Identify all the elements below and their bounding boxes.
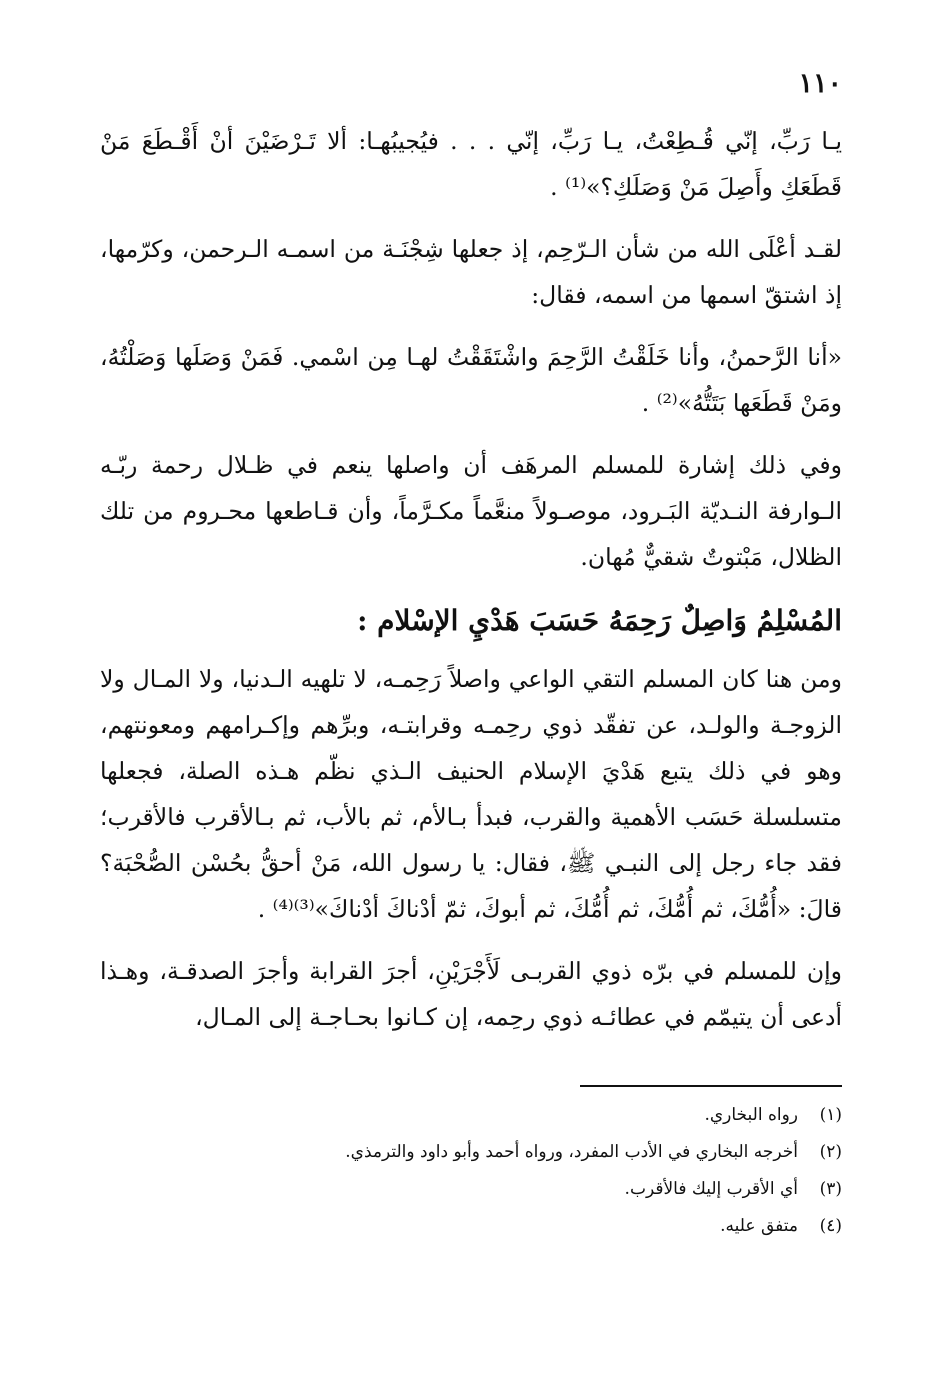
footnote-marker: (١): [819, 1105, 842, 1125]
footnote-item: [100, 1097, 842, 1134]
footnote-marker: (٤): [819, 1216, 842, 1236]
footnote-text: متفق عليه.: [720, 1216, 798, 1236]
paragraph-hadith-quote: «أنا الرَّحمنُ، وأنا خَلَقْتُ الرَّحِمَ واشْتَقَقْتُ لهـا مِن اسْمي. فَمَنْ وَصَلَها وَصَلْتُهُ، ومَنْ قَطَعَها بَتَتُّهُ»⁽²⁾ .: [100, 343, 842, 417]
paragraph-two-rewards: وإن للمسلم في برّه ذوي القربـى لَأَجْرَيْنِ، أجرَ القرابة وأجرَ الصدقـة، وهـذا أدعى أن يتيمّم في عطائـه ذوي رحِمه، إن كـانوا بحـاجـة إلى المـال،: [100, 957, 842, 1031]
footnote-text: أي الأقرب إليك فالأقرب.: [624, 1179, 798, 1199]
footnote-marker: (٣): [819, 1179, 842, 1199]
body-text: [100, 118, 842, 1056]
footnote-item: [100, 1134, 842, 1171]
footnote-marker: (٢): [819, 1142, 842, 1162]
footnote-text: أخرجه البخاري في الأدب المفرد، ورواه أحمد وأبو داود والترمذي.: [345, 1142, 798, 1162]
footnote-item: [100, 1171, 842, 1208]
paragraph-reflection: وفي ذلك إشارة للمسلم المرهَف أن واصلها ينعم في ظـلال رحمة ربّـه الـوارفة النـديّة البَـرود، موصـولاً منعَّماً مكـرَّماً، وأن قـاطعها محـروم من تلك الظلال، مَبْتوتٌ شقيٌّ مُهان.: [100, 451, 842, 571]
page-number: ١١٠: [798, 68, 842, 99]
paragraph-muslim-kinship: ومن هنا كان المسلم التقي الواعي واصلاً رَحِمـه، لا تلهيه الـدنيا، ولا المـال ولا الزوجـة والولـد، عن تفقّد ذوي رحِمـه وقرابتـه، وبرِّهم وإكـرامهم ومعونتهم، وهو في ذلك يتبع هَدْيَ الإسلام الحنيف الـذي نظّم هـذه الصلة، فجعلها متسلسلة حَسَب الأهمية والقرب، فبدأ بـالأم، ثم بالأب، ثم بـالأقرب فالأقرب؛ فقد جاء رجل إلى النبـي ﷺ، فقال: يا رسول الله، مَنْ أحقُّ بحُسْن الصُّحْبَة؟ قالَ: «أُمُّكَ، ثم أُمُّكَ، ثم أُمُّكَ، ثم أبوكَ، ثمّ أدْناكَ أدْناكَ»⁽³⁾⁽⁴⁾ .: [100, 665, 842, 923]
section-heading: المُسْلِمُ وَاصِلٌ رَحِمَهُ حَسَبَ هَدْيِ الإسْلام :: [357, 604, 842, 637]
footnote-text: رواه البخاري.: [704, 1105, 798, 1125]
footnotes: [100, 1097, 842, 1245]
paragraph-rahim-honor: لقـد أعْلَى الله من شأن الـرّحِم، إذ جعلها شِجْنَـة من اسمـه الـرحمن، وكرّمها، إذ اشتقّ اسمها من اسمه، فقال:: [100, 235, 842, 309]
footnotes-divider: [580, 1085, 842, 1087]
paragraph-hadith-end: يـا رَبِّ، إنّي قُـطِعْتُ، يـا رَبِّ، إنّي . . . فيُجيبُهـا: ألا تَـرْضَيْنَ أنْ أَقْـطَعَ مَنْ قَطَعَكِ وأَصِلَ مَنْ وَصَلَكِ؟»⁽¹⁾ .: [100, 127, 842, 201]
footnote-item: [100, 1208, 842, 1245]
